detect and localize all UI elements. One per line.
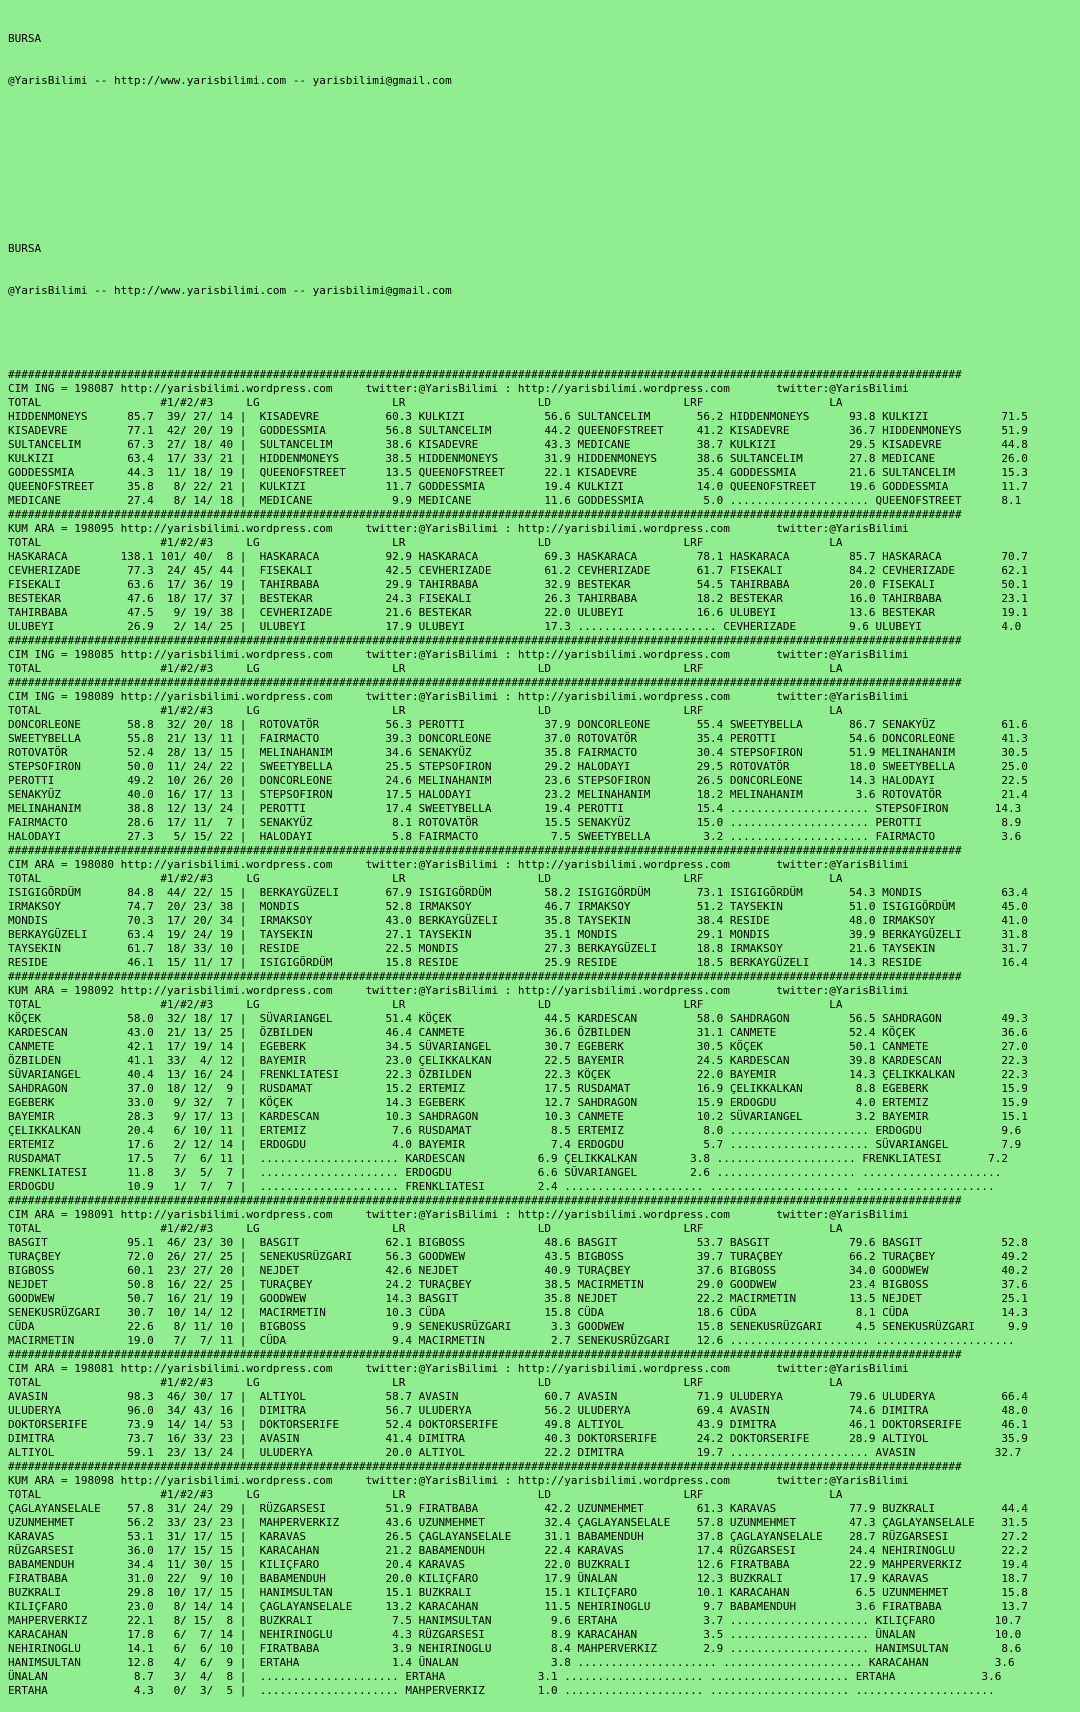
table-row: DONCORLEONE 58.8 32/ 20/ 18 | ROTOVATÖR 56.3 PEROTTI 37.9 DONCORLEONE 55.4 SWEETYBELLA 86.7 SENAKYÜZ 61.6 xyxy=(8,718,1028,731)
table-row: ULUBEYI 26.9 2/ 14/ 25 | ULUBEYI 17.9 ULUBEYI 17.3 ..................... CEVHERIZADE 9.6 ULUBEYI 4.0 xyxy=(8,620,1022,633)
table-row: HIDDENMONEYS 85.7 39/ 27/ 14 | KISADEVRE 60.3 KULKIZI 56.6 SULTANCELIM 56.2 HIDDENMONEYS 93.8 KULKIZI 71.5 xyxy=(8,410,1028,423)
separator-line: ################################################################################################################################################ xyxy=(8,970,962,983)
table-row: EGEBERK 33.0 9/ 32/ 7 | KÖÇEK 14.3 EGEBERK 12.7 SAHDRAGON 15.9 ERDOGDU 4.0 ERTEMIZ 15.9 xyxy=(8,1096,1028,1109)
table-row: KILIÇFARO 23.0 8/ 14/ 14 | ÇAGLAYANSELALE 13.2 KARACAHAN 11.5 NEHIRINOGLU 9.7 BABAMENDUH 3.6 FIRATBABA 13.7 xyxy=(8,1600,1028,1613)
table-row: RESIDE 46.1 15/ 11/ 17 | ISIGIGÖRDÜM 15.8 RESIDE 25.9 RESIDE 18.5 BERKAYGÜZELI 14.3 RESIDE 16.4 xyxy=(8,956,1028,969)
table-row: SULTANCELIM 67.3 27/ 18/ 40 | SULTANCELIM 38.6 KISADEVRE 43.3 MEDICANE 38.7 KULKIZI 29.5 KISADEVRE 44.8 xyxy=(8,438,1028,451)
table-row: SENEKUSRÜZGARI 30.7 10/ 14/ 12 | MACIRMETIN 10.3 CÜDA 15.8 CÜDA 18.6 CÜDA 8.1 CÜDA 14.3 xyxy=(8,1306,1028,1319)
table-row: BUZKRALI 29.8 10/ 17/ 15 | HANIMSULTAN 15.1 BUZKRALI 15.1 KILIÇFARO 10.1 KARACAHAN 6.5 UZUNMEHMET 15.8 xyxy=(8,1586,1028,1599)
table-row: BERKAYGÜZELI 63.4 19/ 24/ 19 | TAYSEKIN 27.1 TAYSEKIN 35.1 MONDIS 29.1 MONDIS 39.9 BERKAYGÜZELI 31.8 xyxy=(8,928,1028,941)
table-row: IRMAKSOY 74.7 20/ 23/ 38 | MONDIS 52.8 IRMAKSOY 46.7 IRMAKSOY 51.2 TAYSEKIN 51.0 ISIGIGÖRDÜM 45.0 xyxy=(8,900,1028,913)
separator-line: ################################################################################################################################################ xyxy=(8,368,962,381)
column-header-line: TOTAL #1/#2/#3 LG LR LD LRF LA xyxy=(8,662,843,675)
table-row: ÇELIKKALKAN 20.4 6/ 10/ 11 | ERTEMIZ 7.6 RUSDAMAT 8.5 ERTEMIZ 8.0 ..................... ERDOGDU 9.6 xyxy=(8,1124,1022,1137)
column-header-line: TOTAL #1/#2/#3 LG LR LD LRF LA xyxy=(8,1376,843,1389)
table-row: BABAMENDUH 34.4 11/ 30/ 15 | KILIÇFARO 20.4 KARAVAS 22.0 BUZKRALI 12.6 FIRATBABA 22.9 MAHPERVERKIZ 19.4 xyxy=(8,1558,1028,1571)
table-row: SAHDRAGON 37.0 18/ 12/ 9 | RUSDAMAT 15.2 ERTEMIZ 17.5 RUSDAMAT 16.9 ÇELIKKALKAN 8.8 EGEBERK 15.9 xyxy=(8,1082,1028,1095)
separator-line: ################################################################################################################################################ xyxy=(8,634,962,647)
table-row: SÜVARIANGEL 40.4 13/ 16/ 24 | FRENKLIATESI 22.3 ÖZBILDEN 22.3 KÖÇEK 22.0 BAYEMIR 14.3 ÇELIKKALKAN 22.3 xyxy=(8,1068,1028,1081)
table-row: CEVHERIZADE 77.3 24/ 45/ 44 | FISEKALI 42.5 CEVHERIZADE 61.2 CEVHERIZADE 61.7 FISEKALI 84.2 CEVHERIZADE 62.1 xyxy=(8,564,1028,577)
table-row: FIRATBABA 31.0 22/ 9/ 10 | BABAMENDUH 20.0 KILIÇFARO 17.9 ÜNALAN 12.3 BUZKRALI 17.9 KARAVAS 18.7 xyxy=(8,1572,1028,1585)
table-row: CANMETE 42.1 17/ 19/ 14 | EGEBERK 34.5 SÜVARIANGEL 30.7 EGEBERK 30.5 KÖÇEK 50.1 CANMETE 27.0 xyxy=(8,1040,1028,1053)
race-header-line: CIM ARA = 198091 http://yarisbilimi.wordpress.com twitter:@YarisBilimi : http://yarisbilimi.wordpress.com twitter:@YarisBilimi xyxy=(8,1208,909,1221)
table-row: ISIGIGÖRDÜM 84.8 44/ 22/ 15 | BERKAYGÜZELI 67.9 ISIGIGÖRDÜM 58.2 ISIGIGÖRDÜM 73.1 ISIGIGÖRDÜM 54.3 MONDIS 63.4 xyxy=(8,886,1028,899)
table-row: ERTAHA 4.3 0/ 3/ 5 | ..................... MAHPERVERKIZ 1.0 ..................... ..................... ..................... xyxy=(8,1684,995,1697)
column-header-line: TOTAL #1/#2/#3 LG LR LD LRF LA xyxy=(8,536,843,549)
race-header-line: KUM ARA = 198095 http://yarisbilimi.wordpress.com twitter:@YarisBilimi : http://yarisbilimi.wordpress.com twitter:@YarisBilimi xyxy=(8,522,909,535)
table-row: PEROTTI 49.2 10/ 26/ 20 | DONCORLEONE 24.6 MELINAHANIM 23.6 STEPSOFIRON 26.5 DONCORLEONE 14.3 HALODAYI 22.5 xyxy=(8,774,1028,787)
table-row: HALODAYI 27.3 5/ 15/ 22 | HALODAYI 5.8 FAIRMACTO 7.5 SWEETYBELLA 3.2 ..................... FAIRMACTO 3.6 xyxy=(8,830,1022,843)
column-header-line: TOTAL #1/#2/#3 LG LR LD LRF LA xyxy=(8,396,843,409)
city-heading: BURSA xyxy=(8,242,42,255)
table-row: HASKARACA 138.1 101/ 40/ 8 | HASKARACA 92.9 HASKARACA 69.3 HASKARACA 78.1 HASKARACA 85.7 HASKARACA 70.7 xyxy=(8,550,1028,563)
table-row: KARAVAS 53.1 31/ 17/ 15 | KARAVAS 26.5 ÇAGLAYANSELALE 31.1 BABAMENDUH 37.8 ÇAGLAYANSELALE 28.7 RÜZGARSESI 27.2 xyxy=(8,1530,1028,1543)
table-row: AVASIN 98.3 46/ 30/ 17 | ALTIYOL 58.7 AVASIN 60.7 AVASIN 71.9 ULUDERYA 79.6 ULUDERYA 66.4 xyxy=(8,1390,1028,1403)
table-row: STEPSOFIRON 50.0 11/ 24/ 22 | SWEETYBELLA 25.5 STEPSOFIRON 29.2 HALODAYI 29.5 ROTOVATÖR 18.0 SWEETYBELLA 25.0 xyxy=(8,760,1028,773)
column-header-line: TOTAL #1/#2/#3 LG LR LD LRF LA xyxy=(8,704,843,717)
race-header-line: KUM ARA = 198092 http://yarisbilimi.wordpress.com twitter:@YarisBilimi : http://yarisbilimi.wordpress.com twitter:@YarisBilimi xyxy=(8,984,909,997)
table-row: SENAKYÜZ 40.0 16/ 17/ 13 | STEPSOFIRON 17.5 HALODAYI 23.2 MELINAHANIM 18.2 MELINAHANIM 3.6 ROTOVATÖR 21.4 xyxy=(8,788,1028,801)
table-row: CÜDA 22.6 8/ 11/ 10 | BIGBOSS 9.9 SENEKUSRÜZGARI 3.3 GOODWEW 15.8 SENEKUSRÜZGARI 4.5 SENEKUSRÜZGARI 9.9 xyxy=(8,1320,1028,1333)
separator-line: ################################################################################################################################################ xyxy=(8,1460,962,1473)
table-row: GOODWEW 50.7 16/ 21/ 19 | GOODWEW 14.3 BASGIT 35.8 NEJDET 22.2 MACIRMETIN 13.5 NEJDET 25.1 xyxy=(8,1292,1028,1305)
table-row: KULKIZI 63.4 17/ 33/ 21 | HIDDENMONEYS 38.5 HIDDENMONEYS 31.9 HIDDENMONEYS 38.6 SULTANCELIM 27.8 MEDICANE 26.0 xyxy=(8,452,1028,465)
table-row: SWEETYBELLA 55.8 21/ 13/ 11 | FAIRMACTO 39.3 DONCORLEONE 37.0 ROTOVATÖR 35.4 PEROTTI 54.6 DONCORLEONE 41.3 xyxy=(8,732,1028,745)
table-row: ÜNALAN 8.7 3/ 4/ 8 | ..................... ERTAHA 3.1 ..................... ..................... ERTAHA 3.6 xyxy=(8,1670,1002,1683)
city-heading: BURSA xyxy=(8,32,42,45)
table-row: TAHIRBABA 47.5 9/ 19/ 38 | CEVHERIZADE 21.6 BESTEKAR 22.0 ULUBEYI 16.6 ULUBEYI 13.6 BESTEKAR 19.1 xyxy=(8,606,1028,619)
table-row: BESTEKAR 47.6 18/ 17/ 37 | BESTEKAR 24.3 FISEKALI 26.3 TAHIRBABA 18.2 BESTEKAR 16.0 TAHIRBABA 23.1 xyxy=(8,592,1028,605)
table-row: ÖZBILDEN 41.1 33/ 4/ 12 | BAYEMIR 23.0 ÇELIKKALKAN 22.5 BAYEMIR 24.5 KARDESCAN 39.8 KARDESCAN 22.3 xyxy=(8,1054,1028,1067)
table-row: ERTEMIZ 17.6 2/ 12/ 14 | ERDOGDU 4.0 BAYEMIR 7.4 ERDOGDU 5.7 ..................... SÜVARIANGEL 7.9 xyxy=(8,1138,1022,1151)
separator-line: ################################################################################################################################################ xyxy=(8,1194,962,1207)
table-row: MEDICANE 27.4 8/ 14/ 18 | MEDICANE 9.9 MEDICANE 11.6 GODDESSMIA 5.0 ..................... QUEENOFSTREET 8.1 xyxy=(8,494,1022,507)
table-row: MACIRMETIN 19.0 7/ 7/ 11 | CÜDA 9.4 MACIRMETIN 2.7 SENEKUSRÜZGARI 12.6 ..................... ..................... xyxy=(8,1334,1015,1347)
table-row: GODDESSMIA 44.3 11/ 18/ 19 | QUEENOFSTREET 13.5 QUEENOFSTREET 22.1 KISADEVRE 35.4 GODDESSMIA 21.6 SULTANCELIM 15.3 xyxy=(8,466,1028,479)
contact-line: @YarisBilimi -- http://www.yarisbilimi.com -- yarisbilimi@gmail.com xyxy=(8,74,452,87)
contact-line: @YarisBilimi -- http://www.yarisbilimi.com -- yarisbilimi@gmail.com xyxy=(8,284,452,297)
race-header-line: CIM ING = 198087 http://yarisbilimi.wordpress.com twitter:@YarisBilimi : http://yarisbilimi.wordpress.com twitter:@YarisBilimi xyxy=(8,382,909,395)
table-row: NEJDET 50.8 16/ 22/ 25 | TURAÇBEY 24.2 TURAÇBEY 38.5 MACIRMETIN 29.0 GOODWEW 23.4 BIGBOSS 37.6 xyxy=(8,1278,1028,1291)
table-row: DOKTORSERIFE 73.9 14/ 14/ 53 | DOKTORSERIFE 52.4 DOKTORSERIFE 49.8 ALTIYOL 43.9 DIMITRA 46.1 DOKTORSERIFE 46.1 xyxy=(8,1418,1028,1431)
race-header-line: CIM ING = 198085 http://yarisbilimi.wordpress.com twitter:@YarisBilimi : http://yarisbilimi.wordpress.com twitter:@YarisBilimi xyxy=(8,648,909,661)
table-row: RUSDAMAT 17.5 7/ 6/ 11 | ..................... KARDESCAN 6.9 ÇELIKKALKAN 3.8 ..................... FRENKLIATESI 7.2 xyxy=(8,1152,1009,1165)
blank-line xyxy=(8,200,1072,214)
race-header-line: KUM ARA = 198098 http://yarisbilimi.wordpress.com twitter:@YarisBilimi : http://yarisbilimi.wordpress.com twitter:@YarisBilimi xyxy=(8,1474,909,1487)
table-row: MAHPERVERKIZ 22.1 8/ 15/ 8 | BUZKRALI 7.5 HANIMSULTAN 9.6 ERTAHA 3.7 ..................... KILIÇFARO 10.7 xyxy=(8,1614,1022,1627)
table-row: ERDOGDU 10.9 1/ 7/ 7 | ..................... FRENKLIATESI 2.4 ..................... ..................... ..................... xyxy=(8,1180,995,1193)
table-row: FRENKLIATESI 11.8 3/ 5/ 7 | ..................... ERDOGDU 6.6 SÜVARIANGEL 2.6 ..................... ..................... xyxy=(8,1166,1002,1179)
table-row: BAYEMIR 28.3 9/ 17/ 13 | KARDESCAN 10.3 SAHDRAGON 10.3 CANMETE 10.2 SÜVARIANGEL 3.2 BAYEMIR 15.1 xyxy=(8,1110,1028,1123)
separator-line: ################################################################################################################################################ xyxy=(8,1348,962,1361)
table-row: TAYSEKIN 61.7 18/ 33/ 10 | RESIDE 22.5 MONDIS 27.3 BERKAYGÜZELI 18.8 IRMAKSOY 21.6 TAYSEKIN 31.7 xyxy=(8,942,1028,955)
table-row: QUEENOFSTREET 35.8 8/ 22/ 21 | KULKIZI 11.7 GODDESSMIA 19.4 KULKIZI 14.0 QUEENOFSTREET 19.6 GODDESSMIA 11.7 xyxy=(8,480,1028,493)
table-row: TURAÇBEY 72.0 26/ 27/ 25 | SENEKUSRÜZGARI 56.3 GOODWEW 43.5 BIGBOSS 39.7 TURAÇBEY 66.2 TURAÇBEY 49.2 xyxy=(8,1250,1028,1263)
table-row: ULUDERYA 96.0 34/ 43/ 16 | DIMITRA 56.7 ULUDERYA 56.2 ULUDERYA 69.4 AVASIN 74.6 DIMITRA 48.0 xyxy=(8,1404,1028,1417)
blank-line xyxy=(8,158,1072,172)
table-row: UZUNMEHMET 56.2 33/ 23/ 23 | MAHPERVERKIZ 43.6 UZUNMEHMET 32.4 ÇAGLAYANSELALE 57.8 UZUNMEHMET 47.3 ÇAGLAYANSELALE 31.5 xyxy=(8,1516,1028,1529)
separator-line: ################################################################################################################################################ xyxy=(8,508,962,521)
table-row: ROTOVATÖR 52.4 28/ 13/ 15 | MELINAHANIM 34.6 SENAKYÜZ 35.8 FAIRMACTO 30.4 STEPSOFIRON 51.9 MELINAHANIM 30.5 xyxy=(8,746,1028,759)
race-tables xyxy=(8,368,1072,1698)
table-row: HANIMSULTAN 12.8 4/ 6/ 9 | ERTAHA 1.4 ÜNALAN 3.8 ..................... ..................... KARACAHAN 3.6 xyxy=(8,1656,1015,1669)
table-row: DIMITRA 73.7 16/ 33/ 23 | AVASIN 41.4 DIMITRA 40.3 DOKTORSERIFE 24.2 DOKTORSERIFE 28.9 ALTIYOL 35.9 xyxy=(8,1432,1028,1445)
column-header-line: TOTAL #1/#2/#3 LG LR LD LRF LA xyxy=(8,1488,843,1501)
table-row: KARDESCAN 43.0 21/ 13/ 25 | ÖZBILDEN 46.4 CANMETE 36.6 ÖZBILDEN 31.1 CANMETE 52.4 KÖÇEK 36.6 xyxy=(8,1026,1028,1039)
table-row: RÜZGARSESI 36.0 17/ 15/ 15 | KARACAHAN 21.2 BABAMENDUH 22.4 KARAVAS 17.4 RÜZGARSESI 24.4 NEHIRINOGLU 22.2 xyxy=(8,1544,1028,1557)
table-row: KARACAHAN 17.8 6/ 7/ 14 | NEHIRINOGLU 4.3 RÜZGARSESI 8.9 KARACAHAN 3.5 ..................... ÜNALAN 10.0 xyxy=(8,1628,1022,1641)
table-row: ALTIYOL 59.1 23/ 13/ 24 | ULUDERYA 20.0 ALTIYOL 22.2 DIMITRA 19.7 ..................... AVASIN 32.7 xyxy=(8,1446,1022,1459)
column-header-line: TOTAL #1/#2/#3 LG LR LD LRF LA xyxy=(8,998,843,1011)
column-header-line: TOTAL #1/#2/#3 LG LR LD LRF LA xyxy=(8,1222,843,1235)
race-header-line: CIM ARA = 198081 http://yarisbilimi.wordpress.com twitter:@YarisBilimi : http://yarisbilimi.wordpress.com twitter:@YarisBilimi xyxy=(8,1362,909,1375)
table-row: MONDIS 70.3 17/ 20/ 34 | IRMAKSOY 43.0 BERKAYGÜZELI 35.8 TAYSEKIN 38.4 RESIDE 48.0 IRMAKSOY 41.0 xyxy=(8,914,1028,927)
table-row: KISADEVRE 77.1 42/ 20/ 19 | GODDESSMIA 56.8 SULTANCELIM 44.2 QUEENOFSTREET 41.2 KISADEVRE 36.7 HIDDENMONEYS 51.9 xyxy=(8,424,1028,437)
table-row: NEHIRINOGLU 14.1 6/ 6/ 10 | FIRATBABA 3.9 NEHIRINOGLU 8.4 MAHPERVERKIZ 2.9 ..................... HANIMSULTAN 8.6 xyxy=(8,1642,1022,1655)
table-row: FAIRMACTO 28.6 17/ 11/ 7 | SENAKYÜZ 8.1 ROTOVATÖR 15.5 SENAKYÜZ 15.0 ..................... PEROTTI 8.9 xyxy=(8,816,1022,829)
race-header-line: CIM ARA = 198080 http://yarisbilimi.wordpress.com twitter:@YarisBilimi : http://yarisbilimi.wordpress.com twitter:@YarisBilimi xyxy=(8,858,909,871)
blank-line xyxy=(8,116,1072,130)
race-header-line: CIM ING = 198089 http://yarisbilimi.wordpress.com twitter:@YarisBilimi : http://yarisbilimi.wordpress.com twitter:@YarisBilimi xyxy=(8,690,909,703)
separator-line: ################################################################################################################################################ xyxy=(8,844,962,857)
table-row: BIGBOSS 60.1 23/ 27/ 20 | NEJDET 42.6 NEJDET 40.9 TURAÇBEY 37.6 BIGBOSS 34.0 GOODWEW 40.2 xyxy=(8,1264,1028,1277)
table-row: FISEKALI 63.6 17/ 36/ 19 | TAHIRBABA 29.9 TAHIRBABA 32.9 BESTEKAR 54.5 TAHIRBABA 20.0 FISEKALI 50.1 xyxy=(8,578,1028,591)
table-row: ÇAGLAYANSELALE 57.8 31/ 24/ 29 | RÜZGARSESI 51.9 FIRATBABA 42.2 UZUNMEHMET 61.3 KARAVAS 77.9 BUZKRALI 44.4 xyxy=(8,1502,1028,1515)
table-row: MELINAHANIM 38.8 12/ 13/ 24 | PEROTTI 17.4 SWEETYBELLA 19.4 PEROTTI 15.4 ..................... STEPSOFIRON 14.3 xyxy=(8,802,1022,815)
separator-line: ################################################################################################################################################ xyxy=(8,676,962,689)
table-row: KÖÇEK 58.0 32/ 18/ 17 | SÜVARIANGEL 51.4 KÖÇEK 44.5 KARDESCAN 58.0 SAHDRAGON 56.5 SAHDRAGON 49.3 xyxy=(8,1012,1028,1025)
column-header-line: TOTAL #1/#2/#3 LG LR LD LRF LA xyxy=(8,872,843,885)
table-row: BASGIT 95.1 46/ 23/ 30 | BASGIT 62.1 BIGBOSS 48.6 BASGIT 53.7 BASGIT 79.6 BASGIT 52.8 xyxy=(8,1236,1028,1249)
blank-line xyxy=(8,326,1072,340)
